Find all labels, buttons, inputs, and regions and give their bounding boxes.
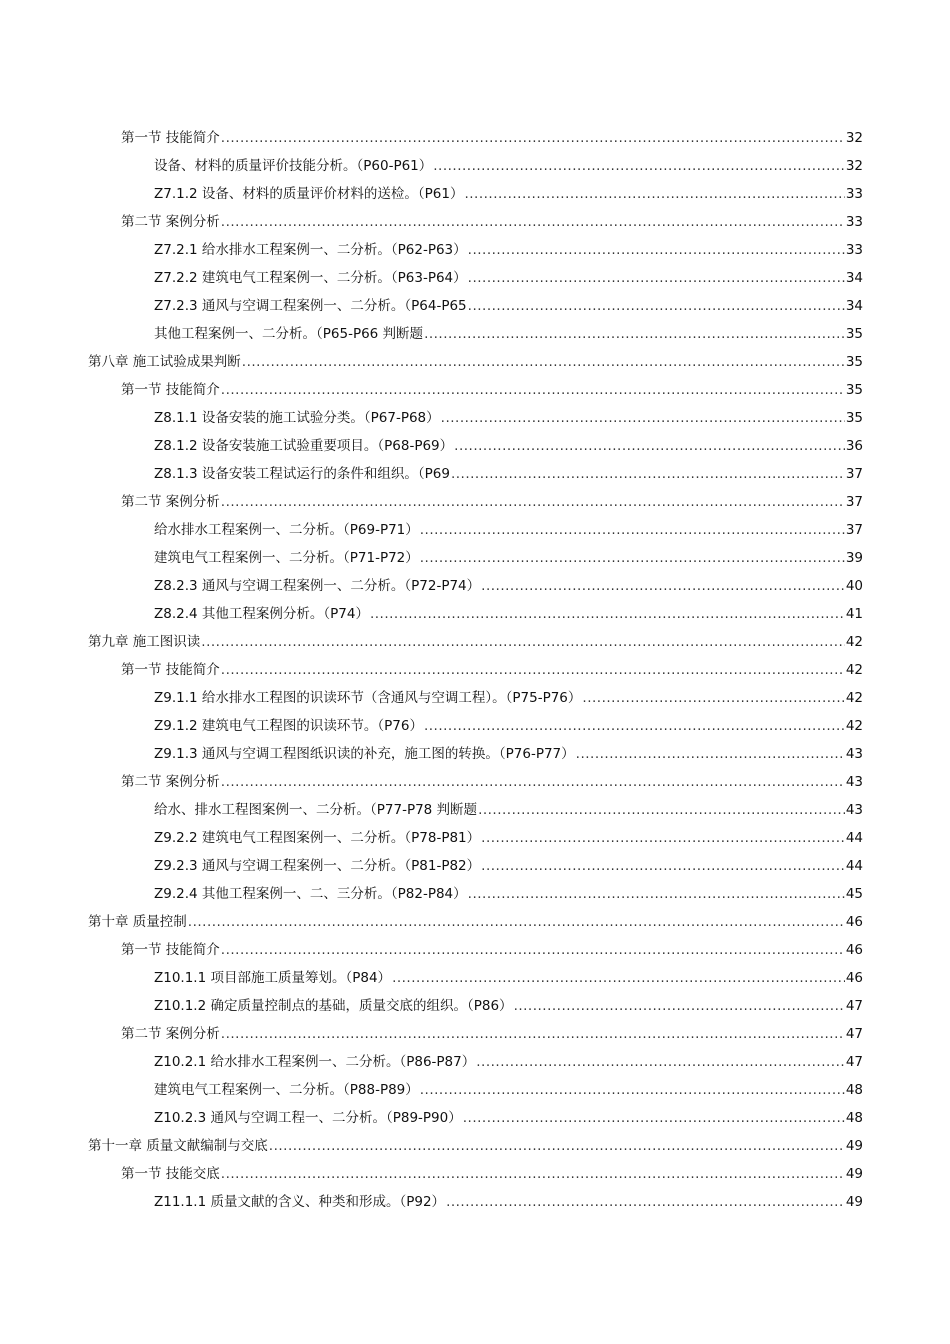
toc-page-number: 33	[845, 214, 863, 230]
toc-entry-title: Z8.2.4 其他工程案例分析。（P74）	[154, 606, 369, 622]
toc-entry-title: Z9.1.3 通风与空调工程图纸识读的补充，施工图的转换。（P76-P77）	[154, 746, 575, 762]
toc-page-number: 37	[845, 466, 863, 482]
toc-dot-leader	[188, 908, 845, 936]
toc-page-number: 34	[845, 270, 863, 286]
toc-page-number: 42	[845, 662, 863, 678]
toc-chapter-entry[interactable]	[0, 628, 950, 656]
toc-entry-title: 第九章 施工图识读	[88, 634, 201, 650]
toc-dot-leader	[514, 992, 845, 1020]
toc-subsection-entry[interactable]	[0, 404, 950, 432]
toc-entry-title: Z7.2.3 通风与空调工程案例一、二分析。（P64-P65	[154, 298, 467, 314]
toc-page-number: 35	[845, 354, 863, 370]
toc-entry-title: Z10.1.1 项目部施工质量筹划。（P84）	[154, 970, 392, 986]
toc-section-entry[interactable]	[0, 208, 950, 236]
table-of-contents	[0, 124, 950, 1216]
toc-chapter-entry[interactable]	[0, 908, 950, 936]
toc-subsection-entry[interactable]	[0, 712, 950, 740]
toc-page-number: 43	[845, 746, 863, 762]
toc-dot-leader	[463, 1104, 845, 1132]
toc-entry-title: 第二节 案例分析	[121, 1026, 220, 1042]
toc-entry-title: Z9.2.3 通风与空调工程案例一、二分析。（P81-P82）	[154, 858, 481, 874]
toc-dot-leader	[424, 712, 845, 740]
toc-page-number: 43	[845, 774, 863, 790]
toc-dot-leader	[420, 1076, 845, 1104]
toc-entry-title: Z8.1.2 设备安装施工试验重要项目。（P68-P69）	[154, 438, 454, 454]
toc-subsection-entry[interactable]	[0, 236, 950, 264]
toc-dot-leader	[221, 936, 845, 964]
toc-dot-leader	[420, 516, 845, 544]
toc-entry-title: 建筑电气工程案例一、二分析。（P71-P72）	[154, 550, 419, 566]
toc-dot-leader	[392, 964, 845, 992]
toc-entry-title: Z7.2.1 给水排水工程案例一、二分析。（P62-P63）	[154, 242, 467, 258]
toc-section-entry[interactable]	[0, 488, 950, 516]
toc-entry-title: 第二节 案例分析	[121, 774, 220, 790]
toc-subsection-entry[interactable]	[0, 684, 950, 712]
toc-page-number: 49	[845, 1166, 863, 1182]
toc-page-number: 49	[845, 1138, 863, 1154]
toc-chapter-entry[interactable]	[0, 348, 950, 376]
toc-dot-leader	[221, 376, 845, 404]
toc-dot-leader	[582, 684, 844, 712]
toc-entry-title: 其他工程案例一、二分析。（P65-P66 判断题	[154, 326, 424, 342]
toc-subsection-entry[interactable]	[0, 1188, 950, 1216]
toc-dot-leader	[576, 740, 845, 768]
toc-dot-leader	[370, 600, 845, 628]
toc-page-number: 41	[845, 606, 863, 622]
toc-page-number: 46	[845, 914, 863, 930]
toc-page-number: 40	[845, 578, 863, 594]
toc-entry-title: 第十章 质量控制	[88, 914, 187, 930]
toc-dot-leader	[464, 180, 844, 208]
toc-dot-leader	[454, 432, 845, 460]
toc-subsection-entry[interactable]	[0, 264, 950, 292]
toc-entry-title: Z9.2.4 其他工程案例一、二、三分析。（P82-P84）	[154, 886, 467, 902]
toc-section-entry[interactable]	[0, 656, 950, 684]
toc-page-number: 43	[845, 802, 863, 818]
toc-entry-title: Z8.1.3 设备安装工程试运行的条件和组织。（P69	[154, 466, 450, 482]
toc-dot-leader	[481, 852, 845, 880]
toc-page-number: 42	[845, 634, 863, 650]
toc-dot-leader	[221, 768, 845, 796]
toc-entry-title: 第一节 技能简介	[121, 662, 220, 678]
toc-page-number: 32	[845, 130, 863, 146]
toc-entry-title: 第一节 技能简介	[121, 130, 220, 146]
toc-dot-leader	[468, 264, 845, 292]
toc-dot-leader	[269, 1132, 845, 1160]
toc-entry-title: Z9.1.1 给水排水工程图的识读环节（含通风与空调工程）。（P75-P76）	[154, 690, 582, 706]
toc-page-number: 32	[845, 158, 863, 174]
toc-dot-leader	[481, 572, 845, 600]
toc-dot-leader	[478, 796, 845, 824]
toc-entry-title: Z7.2.2 建筑电气工程案例一、二分析。（P63-P64）	[154, 270, 467, 286]
toc-dot-leader	[221, 656, 845, 684]
toc-entry-title: 给水排水工程案例一、二分析。（P69-P71）	[154, 522, 419, 538]
toc-subsection-entry[interactable]	[0, 824, 950, 852]
toc-dot-leader	[476, 1048, 845, 1076]
toc-dot-leader	[468, 880, 845, 908]
toc-entry-title: 第一节 技能简介	[121, 942, 220, 958]
toc-dot-leader	[433, 152, 845, 180]
toc-dot-leader	[481, 824, 845, 852]
toc-subsection-entry[interactable]	[0, 992, 950, 1020]
toc-page-number: 46	[845, 942, 863, 958]
toc-page-number: 36	[845, 438, 863, 454]
toc-entry-title: Z9.2.2 建筑电气工程图案例一、二分析。（P78-P81）	[154, 830, 481, 846]
toc-page-number: 48	[845, 1082, 863, 1098]
toc-page-number: 47	[845, 1054, 863, 1070]
toc-entry-title: Z9.1.2 建筑电气工程图的识读环节。（P76）	[154, 718, 423, 734]
toc-entry-title: 第二节 案例分析	[121, 214, 220, 230]
toc-page-number: 37	[845, 494, 863, 510]
toc-subsection-entry[interactable]	[0, 180, 950, 208]
toc-page-number: 35	[845, 410, 863, 426]
toc-dot-leader	[420, 544, 845, 572]
toc-subsection-entry[interactable]	[0, 1048, 950, 1076]
toc-section-entry[interactable]	[0, 376, 950, 404]
toc-entry-title: Z8.2.3 通风与空调工程案例一、二分析。（P72-P74）	[154, 578, 481, 594]
toc-page-number: 39	[845, 550, 863, 566]
toc-page-number: 47	[845, 998, 863, 1014]
toc-entry-title: Z8.1.1 设备安装的施工试验分类。（P67-P68）	[154, 410, 440, 426]
toc-dot-leader	[468, 236, 845, 264]
toc-page-number: 45	[845, 886, 863, 902]
toc-entry-title: 第二节 案例分析	[121, 494, 220, 510]
toc-entry-title: 建筑电气工程案例一、二分析。（P88-P89）	[154, 1082, 419, 1098]
toc-subsection-entry[interactable]	[0, 516, 950, 544]
toc-page-number: 33	[845, 242, 863, 258]
toc-subsection-entry[interactable]	[0, 152, 950, 180]
toc-dot-leader	[468, 292, 845, 320]
toc-subsection-entry[interactable]	[0, 572, 950, 600]
toc-page-number: 47	[845, 1026, 863, 1042]
toc-section-entry[interactable]	[0, 1160, 950, 1188]
toc-dot-leader	[451, 460, 845, 488]
toc-dot-leader	[221, 1160, 845, 1188]
toc-section-entry[interactable]	[0, 936, 950, 964]
toc-subsection-entry[interactable]	[0, 1104, 950, 1132]
toc-subsection-entry[interactable]	[0, 544, 950, 572]
toc-subsection-entry[interactable]	[0, 880, 950, 908]
toc-page-number: 33	[845, 186, 863, 202]
toc-dot-leader	[424, 320, 845, 348]
toc-page-number: 42	[845, 718, 863, 734]
toc-entry-title: Z10.2.1 给水排水工程案例一、二分析。（P86-P87）	[154, 1054, 476, 1070]
toc-subsection-entry[interactable]	[0, 852, 950, 880]
toc-subsection-entry[interactable]	[0, 796, 950, 824]
toc-page-number: 44	[845, 830, 863, 846]
toc-entry-title: Z11.1.1 质量文献的含义、种类和形成。（P92）	[154, 1194, 446, 1210]
toc-page-number: 34	[845, 298, 863, 314]
toc-section-entry[interactable]	[0, 768, 950, 796]
toc-dot-leader	[242, 348, 845, 376]
toc-entry-title: 第一节 技能简介	[121, 382, 220, 398]
toc-entry-title: 第八章 施工试验成果判断	[88, 354, 241, 370]
toc-page-number: 37	[845, 522, 863, 538]
toc-dot-leader	[221, 208, 845, 236]
toc-page-number: 46	[845, 970, 863, 986]
toc-subsection-entry[interactable]	[0, 460, 950, 488]
toc-page-number: 35	[845, 382, 863, 398]
toc-subsection-entry[interactable]	[0, 320, 950, 348]
toc-subsection-entry[interactable]	[0, 740, 950, 768]
toc-page-number: 42	[845, 690, 863, 706]
toc-section-entry[interactable]	[0, 1020, 950, 1048]
toc-dot-leader	[221, 488, 845, 516]
toc-subsection-entry[interactable]	[0, 432, 950, 460]
toc-subsection-entry[interactable]	[0, 1076, 950, 1104]
toc-dot-leader	[221, 124, 845, 152]
toc-entry-title: 第一节 技能交底	[121, 1166, 220, 1182]
toc-dot-leader	[441, 404, 845, 432]
toc-subsection-entry[interactable]	[0, 600, 950, 628]
toc-dot-leader	[201, 628, 845, 656]
toc-page-number: 49	[845, 1194, 863, 1210]
toc-entry-title: 设备、材料的质量评价技能分析。（P60-P61）	[154, 158, 433, 174]
toc-chapter-entry[interactable]	[0, 1132, 950, 1160]
toc-section-entry[interactable]	[0, 124, 950, 152]
toc-entry-title: Z7.1.2 设备、材料的质量评价材料的送检。（P61）	[154, 186, 464, 202]
toc-entry-title: Z10.2.3 通风与空调工程一、二分析。（P89-P90）	[154, 1110, 462, 1126]
toc-entry-title: 第十一章 质量文献编制与交底	[88, 1138, 268, 1154]
toc-dot-leader	[446, 1188, 845, 1216]
toc-page-number: 44	[845, 858, 863, 874]
toc-entry-title: Z10.1.2 确定质量控制点的基础，质量交底的组织。（P86）	[154, 998, 513, 1014]
toc-dot-leader	[221, 1020, 845, 1048]
toc-subsection-entry[interactable]	[0, 964, 950, 992]
toc-subsection-entry[interactable]	[0, 292, 950, 320]
toc-page-number: 35	[845, 326, 863, 342]
toc-page-number: 48	[845, 1110, 863, 1126]
toc-entry-title: 给水、排水工程图案例一、二分析。（P77-P78 判断题	[154, 802, 478, 818]
